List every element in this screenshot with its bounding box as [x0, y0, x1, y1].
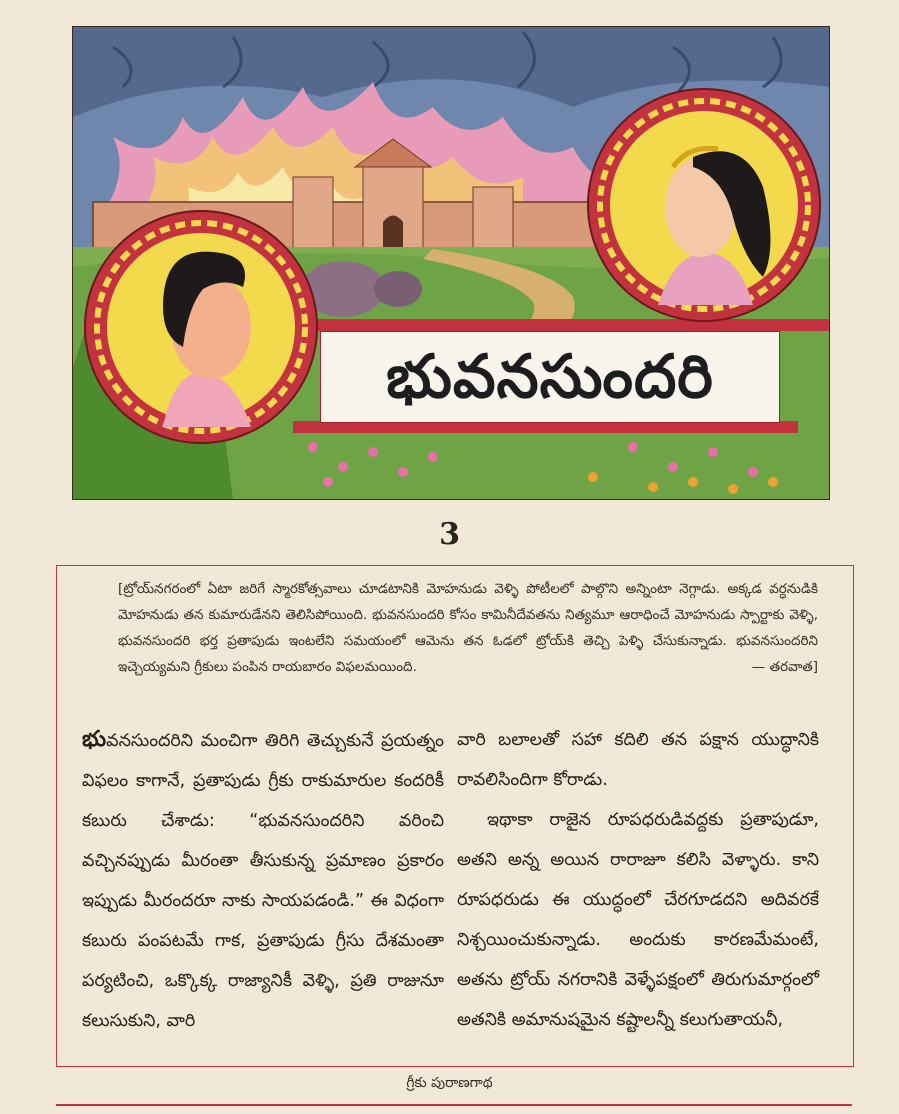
column-left — [82, 720, 444, 1041]
chapter-number: 3 — [439, 517, 460, 552]
burning-city-illustration — [73, 27, 829, 499]
previous-summary — [118, 576, 818, 680]
drop-cap: భు — [82, 727, 107, 752]
title-banner — [320, 331, 780, 423]
woman-portrait-medallion — [588, 89, 820, 321]
title-illustration — [72, 26, 830, 500]
column-right — [457, 720, 819, 1040]
story-title: భువనసుందరి — [386, 342, 714, 412]
column-right-para-1: వారి బలాలతో సహా కదిలి తన పక్షాన యుద్ధానికి రావలిసిందిగా కోరాడు. — [457, 730, 819, 790]
man-portrait-medallion — [85, 211, 317, 443]
bottom-divider — [56, 1104, 852, 1106]
summary-text: [ట్రోయ్‌నగరంలో ఏటా జరిగే స్మారకోత్సవాలు చూడటానికి మోహనుడు వెళ్ళి పోటీలలో పాల్గొని అన్నింటా నెగ్గాడు. అక్కడ వర్ధనుడికి మోహనుడు తన కుమారుడేనని తెలిసిపోయింది. భువనసుందరి కోసం కామినీదేవతను నిత్యమూ ఆరాధించే మోహనుడు స్పార్టాకు వెళ్ళి, భువనసుందరి భర్త ప్రతాపుడు ఇంటలేని సమయంలో ఆమెను తన ఓడలో ట్రోయ్‌కి తెచ్చి పెళ్ళి చేసుకున్నాడు. భువనసుందరిని ఇచ్చెయ్యమని గ్రీకులు పంపిన రాయబారం విఫలమయింది. — [118, 581, 818, 675]
column-right-para-2: ఇథాకా రాజైన రూపధరుడివద్దకు ప్రతాపుడూ, అతని అన్న అయిన రారాజూ కలిసి వెళ్ళారు. కాని రూపధరుడు ఈ యుద్ధంలో చేరగూడదని అదివరకే నిశ్చయించుకున్నాడు. అందుకు కారణమేమంటే, అతను ట్రోయ్ నగరానికి వెళ్ళేపక్షంలో తిరుగుమార్గంలో అతనికి అమానుషమైన కష్టాలన్నీ కలుగుతాయనీ, — [457, 810, 819, 1030]
summary-next: — తరవాత] — [751, 659, 818, 675]
footer-series-title: గ్రీకు పురాణగాథ — [406, 1075, 493, 1091]
column-left-text: వనసుందరిని మంచిగా తిరిగి తెచ్చుకునే ప్రయత్నం విఫలం కాగానే, ప్రతాపుడు గ్రీకు రాకుమారుల కందరికీ కబురు చేశాడు: “భువనసుందరిని వరించి వచ్చినప్పుడు మీరంతా తీసుకున్న ప్రమాణం ప్రకారం ఇప్పుడు మీరందరూ నాకు సాయపడండి.” ఈ విధంగా కబురు పంపటమే గాక, ప్రతాపుడు గ్రీసు దేశమంతా పర్యటించి, ఒక్కొక్క రాజ్యానికీ వెళ్ళి, ప్రతి రాజునూ కలుసుకుని, వారి — [82, 731, 444, 1031]
